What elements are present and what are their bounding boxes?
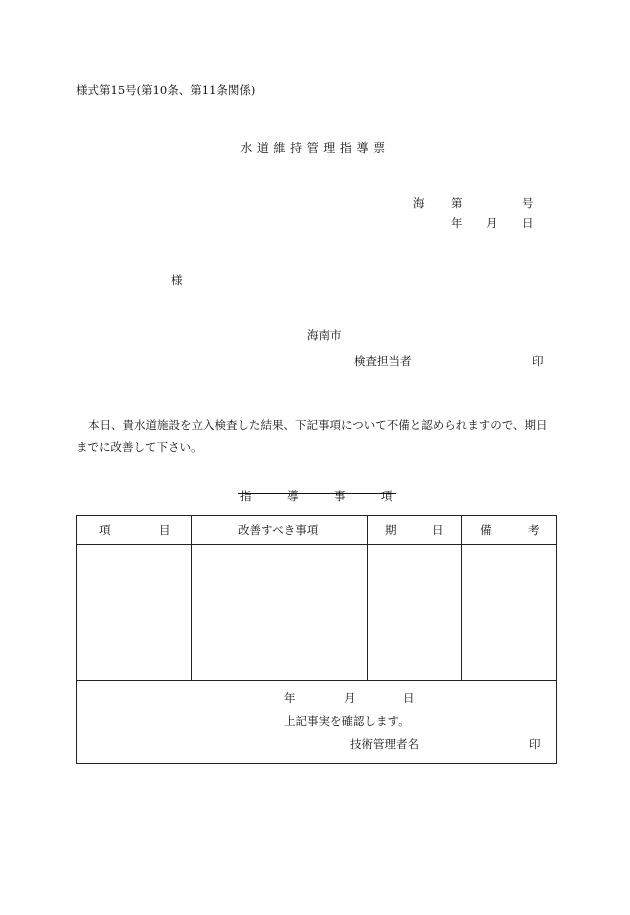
- date-month: 月: [486, 216, 498, 230]
- issuer-city: 海南市: [307, 328, 342, 342]
- section-title-char: 指: [240, 489, 252, 503]
- date-year: 年: [451, 216, 463, 230]
- header-improvement: 改善すべき事項: [238, 523, 319, 537]
- header-remarks-char: 備: [480, 523, 492, 537]
- footer-year: 年: [284, 691, 296, 705]
- document-title: 水道維持管理指導票: [240, 141, 390, 155]
- manager-seal: 印: [529, 737, 541, 751]
- column-divider: [367, 516, 368, 681]
- header-deadline-char: 期: [385, 523, 397, 537]
- header-divider: [77, 544, 556, 545]
- doc-number-prefix: 海: [413, 196, 425, 210]
- confirm-text: 上記事実を確認します。: [284, 714, 410, 728]
- header-item-char: 目: [159, 523, 171, 537]
- footer-day: 日: [403, 691, 415, 705]
- addressee-suffix: 様: [171, 273, 183, 287]
- doc-number-go: 号: [522, 196, 534, 210]
- date-day: 日: [522, 216, 534, 230]
- body-text: 本日、貴水道施設を立入検査した結果、下記事項について不備と認められますので、期日までに改善して下さい。: [76, 418, 548, 454]
- section-title: [238, 489, 396, 503]
- manager-label: 技術管理者名: [350, 737, 419, 751]
- section-title-char: 事: [334, 489, 346, 503]
- column-divider: [461, 516, 462, 681]
- footer-month: 月: [344, 691, 356, 705]
- inspector-label: 検査担当者: [354, 354, 412, 368]
- header-deadline-char: 日: [432, 523, 444, 537]
- guidance-table: [76, 515, 557, 764]
- section-title-char: 項: [381, 489, 393, 503]
- form-number: 様式第15号(第10条、第11条関係): [76, 83, 256, 97]
- header-item-char: 項: [99, 523, 111, 537]
- section-title-char: 導: [287, 489, 299, 503]
- doc-number-dai: 第: [451, 196, 463, 210]
- footer-divider: [77, 680, 556, 681]
- inspector-seal: 印: [532, 354, 544, 368]
- column-divider: [191, 516, 192, 681]
- header-remarks-char: 考: [528, 523, 540, 537]
